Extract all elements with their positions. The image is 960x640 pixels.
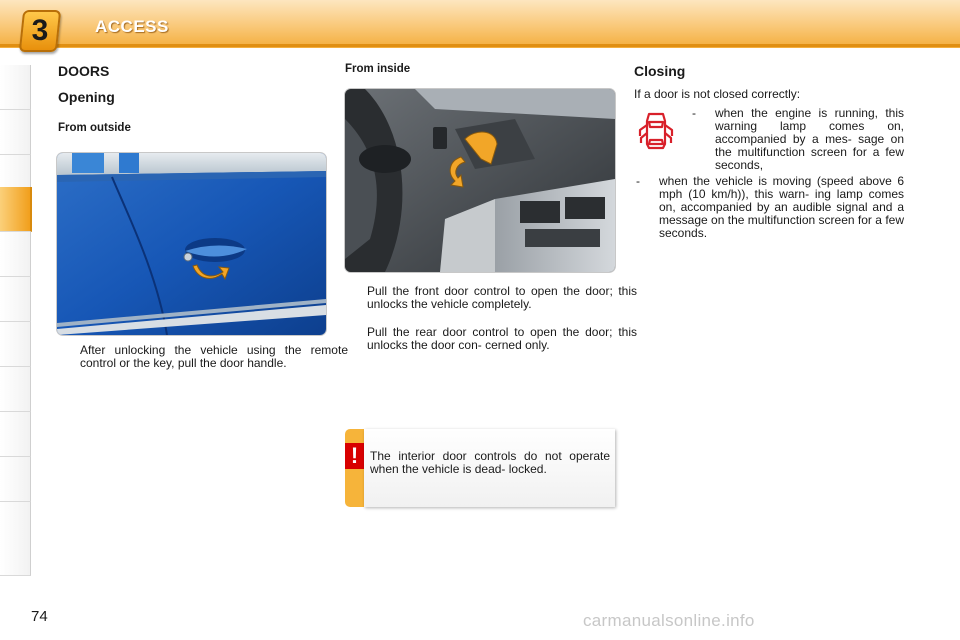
sidebar-tab[interactable] [0,65,31,110]
page-number: 74 [31,608,48,625]
bullet-text: After unlocking the vehicle using the remote control or the key, pull the door handle. [80,343,348,370]
exterior-door-illustration [57,153,326,335]
bullet-rear-door [345,326,637,352]
closing-intro: If a door is not closed correctly: [634,87,801,101]
sidebar-tab[interactable] [0,232,31,277]
interior-door-photo [345,89,615,272]
warning-exclamation-icon: ! [345,443,364,469]
caution-note [345,429,615,507]
closing-item-text: when the engine is running, this warning lamp comes on, accompanied by a mes- sage on the multifunction screen for a few seconds, [715,106,904,172]
bullet-front-door [345,285,637,311]
note-text: The interior door controls do not operate when the vehicle is dead- locked. [370,449,610,476]
label-from-inside: From inside [345,63,411,75]
bullet-text: Pull the front door control to open the door; this unlocks the vehicle completely. [367,284,637,311]
door-open-warning-icon [638,111,674,151]
closing-item-engine [690,107,904,172]
section-heading-doors: DOORS [58,63,110,79]
subheading-opening: Opening [58,89,115,105]
chapter-number-badge [19,10,61,52]
label-from-outside: From outside [58,122,131,134]
watermark: carmanualsonline.info [583,611,755,630]
sidebar-tab[interactable] [0,110,31,155]
dash-marker: - [692,106,696,120]
chapter-tab [0,0,95,48]
dash-marker: - [636,174,640,188]
page-title: ACCESS [95,17,169,36]
chapter-sidebar [0,65,32,575]
sidebar-tab-active[interactable] [0,187,32,232]
exterior-door-photo [57,153,326,335]
interior-door-illustration [345,89,615,272]
header-line [0,44,960,47]
closing-item-moving [634,175,904,240]
sidebar-tab[interactable] [0,412,31,457]
chapter-number: 3 [31,14,49,47]
sidebar-tab[interactable] [0,531,31,576]
sidebar-tab[interactable] [0,322,31,367]
sidebar-tab[interactable] [0,367,31,412]
bullet-outside [58,344,348,370]
closing-item-text: when the vehicle is moving (speed above 6 mph (10 km/h)), this warn- ing lamp comes on, accompanied by an audible signal and a message on the multifunction screen for a few seconds. [659,174,904,240]
bullet-text: Pull the rear door control to open the door; this unlocks the door con- cerned only. [367,325,637,352]
subheading-closing: Closing [634,63,686,79]
sidebar-tab[interactable] [0,457,31,502]
sidebar-tab[interactable] [0,277,31,322]
